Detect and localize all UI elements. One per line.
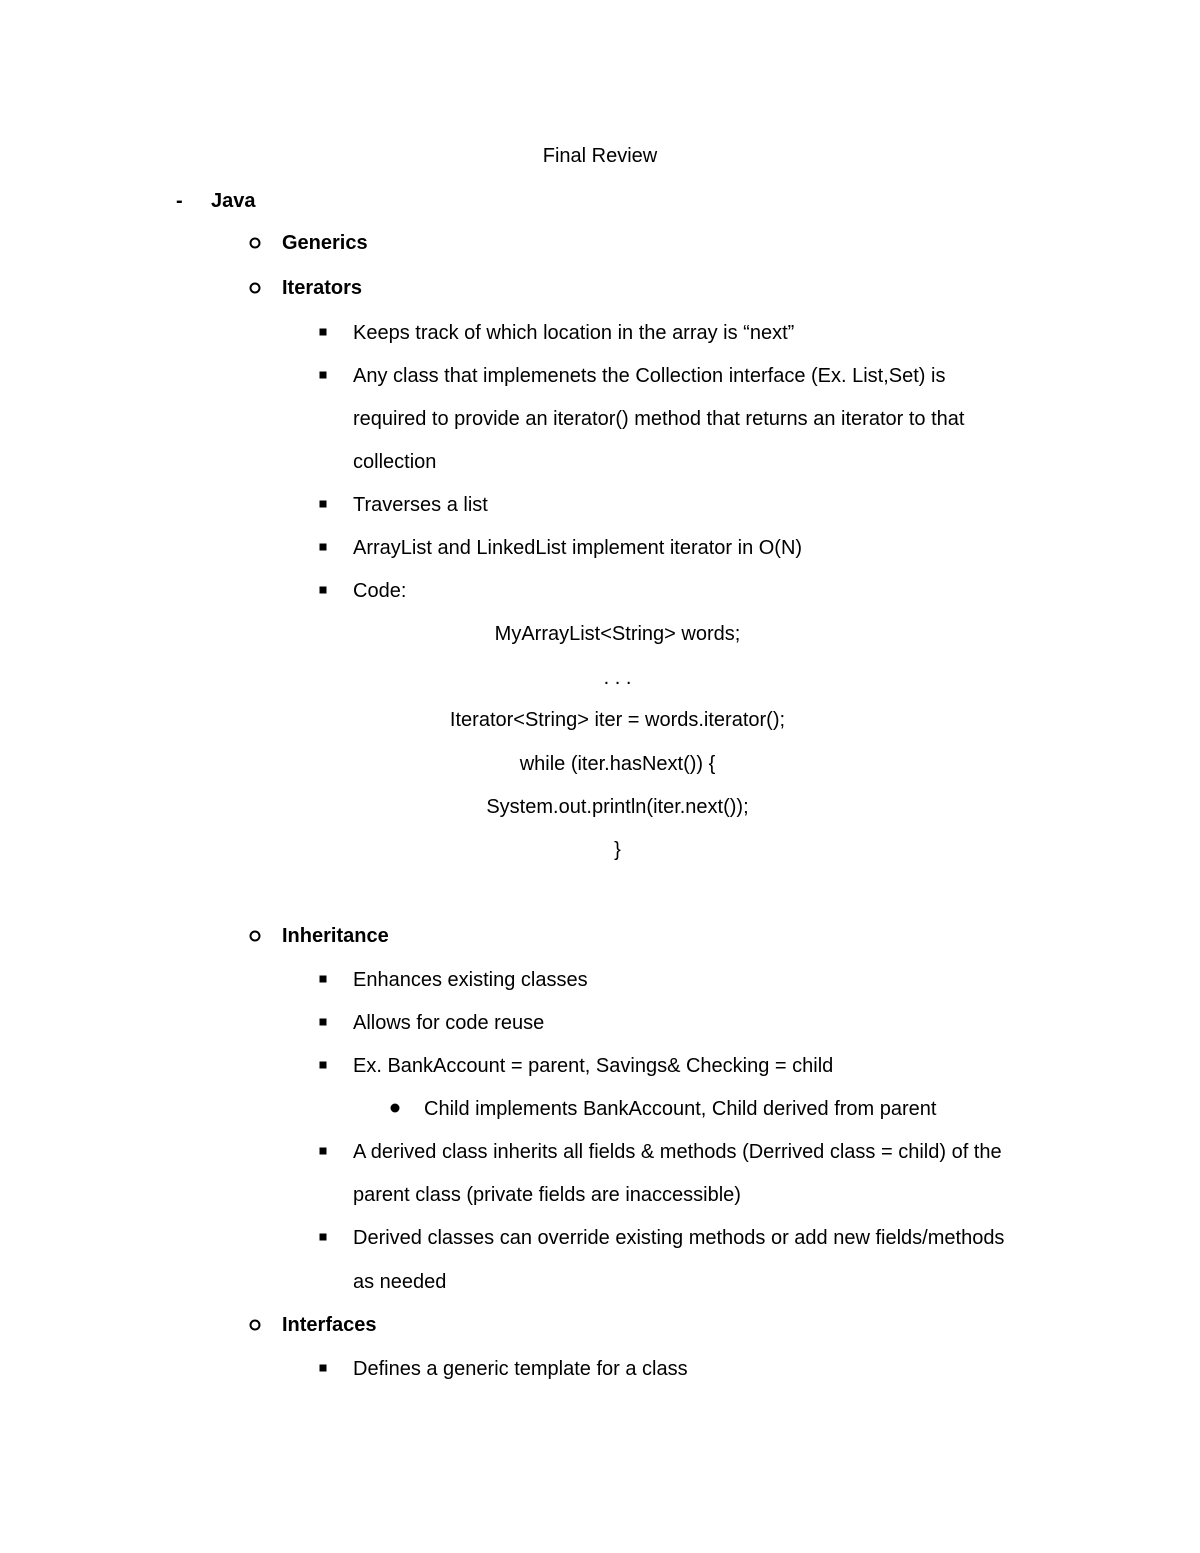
square-bullet: [320, 1365, 327, 1372]
list-item-continuation: as needed: [353, 1271, 447, 1293]
square-bullet: [320, 587, 327, 594]
code-line: Iterator<String> iter = words.iterator();: [449, 709, 786, 731]
circle-bullet: [250, 1320, 261, 1331]
code-line: }: [614, 839, 621, 861]
list-item-continuation: required to provide an iterator() method that returns an iterator to that: [353, 408, 965, 430]
list-item: Traverses a list: [353, 494, 488, 516]
code-line: while (iter.hasNext()) {: [519, 753, 716, 775]
list-item: Enhances existing classes: [353, 969, 588, 991]
page-title: Final Review: [542, 145, 658, 167]
square-bullet: [320, 1062, 327, 1069]
topic-generics: Generics: [282, 232, 368, 254]
list-item: ArrayList and LinkedList implement iterator in O(N): [353, 537, 803, 559]
circle-bullet: [250, 931, 261, 942]
section-java: Java: [211, 190, 256, 212]
dash-bullet: -: [176, 190, 183, 212]
topic-interfaces: Interfaces: [282, 1314, 377, 1336]
list-item-continuation: collection: [353, 451, 437, 473]
list-item: A derived class inherits all fields & methods (Derrived class = child) of the: [353, 1141, 1002, 1163]
square-bullet: [320, 544, 327, 551]
list-item: Ex. BankAccount = parent, Savings& Checking = child: [353, 1055, 834, 1077]
list-item: Defines a generic template for a class: [353, 1358, 688, 1380]
round-bullet: [391, 1104, 400, 1113]
circle-bullet: [250, 238, 261, 249]
circle-bullet: [250, 283, 261, 294]
list-item: Allows for code reuse: [353, 1012, 545, 1034]
square-bullet: [320, 372, 327, 379]
square-bullet: [320, 501, 327, 508]
square-bullet: [320, 1148, 327, 1155]
square-bullet: [320, 1019, 327, 1026]
code-line: . . .: [603, 667, 632, 689]
code-line: MyArrayList<String> words;: [494, 623, 741, 645]
square-bullet: [320, 1234, 327, 1241]
list-item: Any class that implemenets the Collection interface (Ex. List,Set) is: [353, 365, 946, 387]
list-item: Derived classes can override existing methods or add new fields/methods: [353, 1227, 1005, 1249]
square-bullet: [320, 329, 327, 336]
list-item: Code:: [353, 580, 407, 602]
code-line: System.out.println(iter.next());: [486, 796, 749, 818]
square-bullet: [320, 976, 327, 983]
sub-list-item: Child implements BankAccount, Child derived from parent: [424, 1098, 937, 1120]
topic-inheritance: Inheritance: [282, 925, 389, 947]
list-item-continuation: parent class (private fields are inaccessible): [353, 1184, 741, 1206]
list-item: Keeps track of which location in the array is “next”: [353, 322, 795, 344]
topic-iterators: Iterators: [282, 277, 363, 299]
